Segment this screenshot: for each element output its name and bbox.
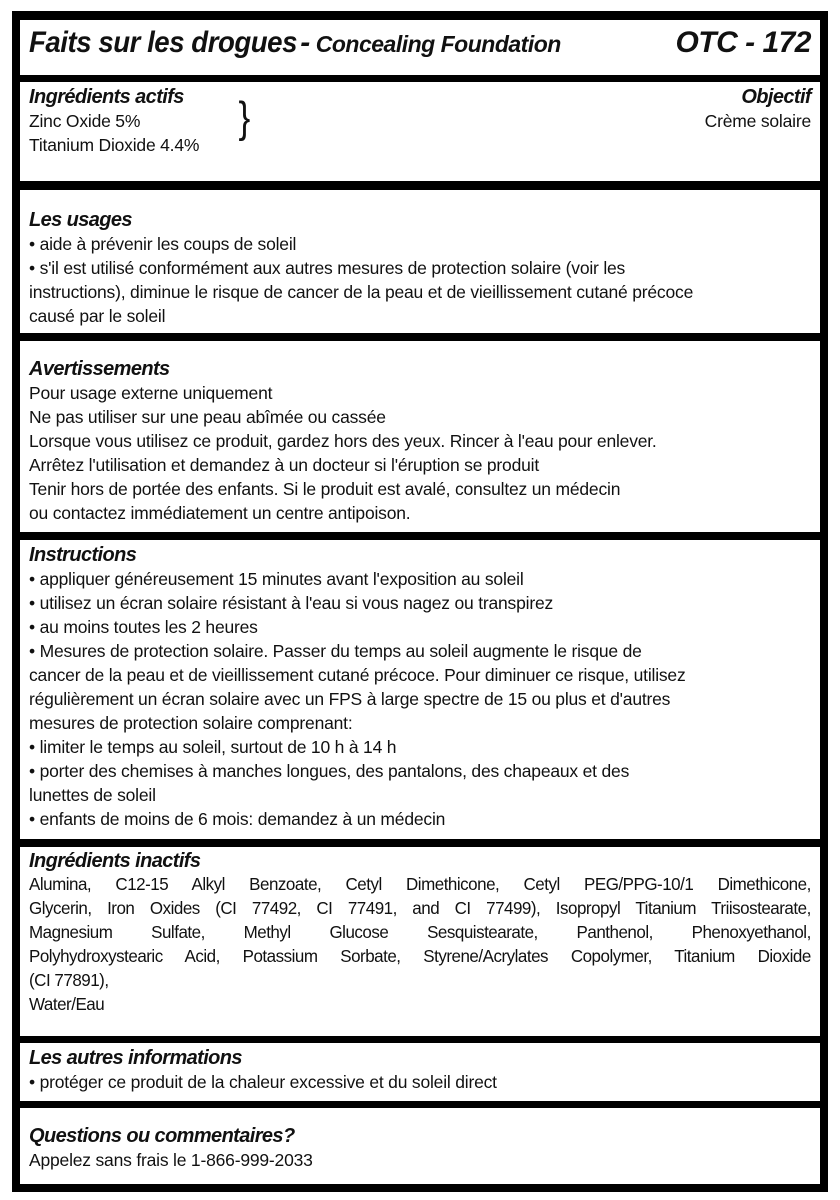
- uses-line: • aide à prévenir les coups de soleil: [29, 234, 297, 254]
- warnings-line: Arrêtez l'utilisation et demandez à un docteur si l'éruption se produit: [29, 455, 539, 475]
- active-ingredients-heading: Ingrédients actifs: [29, 86, 184, 108]
- active-ingredient-item: Titanium Dioxide 4.4%: [29, 135, 200, 155]
- instructions-line: • limiter le temps au soleil, surtout de 10 h à 14 h: [29, 737, 397, 757]
- instructions-line: mesures de protection solaire comprenant:: [29, 713, 353, 733]
- title-section: [20, 20, 820, 75]
- uses-line: instructions), diminue le risque de cancer de la peau et de vieillissement cutané précoce: [29, 282, 694, 302]
- inactive-ingredients-line: Alumina, C12-15 Alkyl Benzoate, Cetyl Dimethicone, Cetyl PEG/PPG-10/1 Dimethicone,: [29, 874, 811, 894]
- product-code: OTC - 172: [675, 26, 811, 59]
- purpose-heading: Objectif: [741, 86, 811, 108]
- warnings-line: Tenir hors de portée des enfants. Si le produit est avalé, consultez un médecin: [29, 479, 621, 499]
- inactive-ingredients-line: Water/Eau: [29, 994, 105, 1014]
- brace-icon: }: [238, 93, 251, 142]
- drug-facts-label: [12, 11, 828, 1192]
- title-row: [29, 20, 811, 75]
- warnings-section: [20, 341, 820, 532]
- instructions-line: • utilisez un écran solaire résistant à l'eau si vous nagez ou transpirez: [29, 593, 554, 613]
- other-information-section: [20, 1043, 820, 1101]
- phone-line: Appelez sans frais le 1-866-999-2033: [29, 1150, 313, 1170]
- instructions-line: • porter des chemises à manches longues, des pantalons, des chapeaux et des: [29, 761, 630, 781]
- instructions-section: [20, 540, 820, 839]
- inactive-ingredients-line: (CI 77891),: [29, 970, 109, 990]
- uses-line: • s'il est utilisé conformément aux autres mesures de protection solaire (voir les: [29, 258, 626, 278]
- inactive-ingredients-heading: Ingrédients inactifs: [29, 850, 201, 872]
- instructions-line: • enfants de moins de 6 mois: demandez à un médecin: [29, 809, 446, 829]
- uses-heading: Les usages: [29, 209, 132, 231]
- warnings-heading: Avertissements: [29, 358, 170, 380]
- instructions-line: • au moins toutes les 2 heures: [29, 617, 258, 637]
- title-main: Faits sur les drogues: [29, 26, 297, 59]
- inactive-ingredients-line: Polyhydroxystearic Acid, Potassium Sorbate, Styrene/Acrylates Copolymer, Titanium Dioxide: [29, 946, 811, 966]
- instructions-line: • appliquer généreusement 15 minutes avant l'exposition au soleil: [29, 569, 524, 589]
- instructions-line: régulièrement un écran solaire avec un FPS à large spectre de 15 ou plus et d'autres: [29, 689, 671, 709]
- other-information-heading: Les autres informations: [29, 1047, 242, 1069]
- active-ingredient-item: Zinc Oxide 5%: [29, 111, 141, 131]
- questions-heading: Questions ou commentaires?: [29, 1125, 295, 1147]
- title-separator: -: [300, 26, 310, 59]
- inactive-ingredients-line: Magnesium Sulfate, Methyl Glucose Sesquistearate, Panthenol, Phenoxyethanol,: [29, 922, 811, 942]
- instructions-heading: Instructions: [29, 544, 137, 566]
- instructions-line: • Mesures de protection solaire. Passer du temps au soleil augmente le risque de: [29, 641, 642, 661]
- warnings-line: Lorsque vous utilisez ce produit, gardez hors des yeux. Rincer à l'eau pour enlever.: [29, 431, 657, 451]
- inactive-ingredients-line: Glycerin, Iron Oxides (CI 77492, CI 77491, and CI 77499), Isopropyl Titanium Triisostearate,: [29, 898, 811, 918]
- warnings-line: Ne pas utiliser sur une peau abîmée ou cassée: [29, 407, 386, 427]
- inactive-ingredients-section: [20, 847, 820, 1036]
- instructions-line: lunettes de soleil: [29, 785, 156, 805]
- product-name: Concealing Foundation: [315, 31, 561, 57]
- warnings-line: ou contactez immédiatement un centre antipoison.: [29, 503, 411, 523]
- purpose-value: Crème solaire: [704, 111, 811, 131]
- warnings-line: Pour usage externe uniquement: [29, 383, 273, 403]
- instructions-line: cancer de la peau et de vieillissement cutané précoce. Pour diminuer ce risque, utilisez: [29, 665, 686, 685]
- questions-section: [20, 1108, 820, 1184]
- other-information-line: • protéger ce produit de la chaleur excessive et du soleil direct: [29, 1072, 497, 1092]
- active-ingredients-section: [20, 82, 820, 181]
- uses-line: causé par le soleil: [29, 306, 166, 326]
- uses-section: [20, 190, 820, 333]
